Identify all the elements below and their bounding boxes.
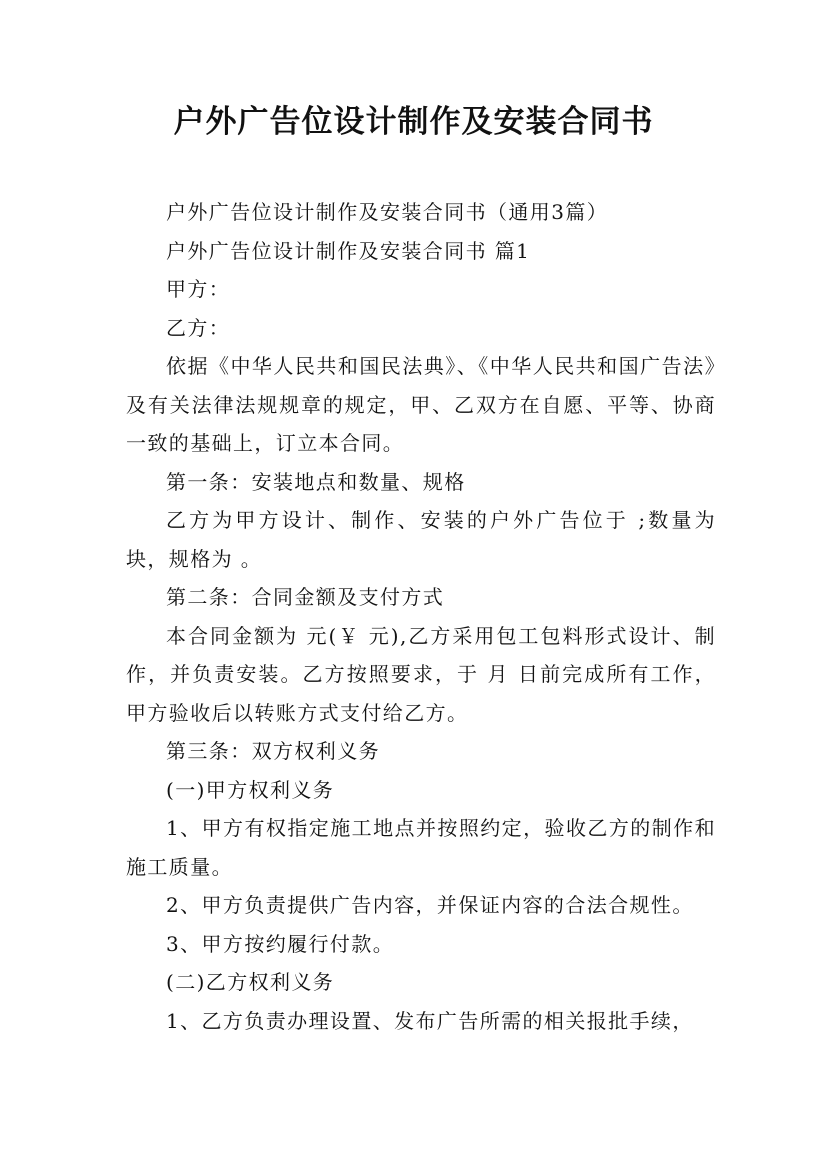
article-3-heading: 第三条：双方权利义务 (166, 739, 380, 763)
article-1-heading: 第一条：安装地点和数量、规格 (166, 469, 466, 494)
document-body (126, 193, 716, 1040)
party-a-right-2: 2、甲方负责提供广告内容，并保证内容的合法合规性。 (166, 893, 694, 917)
party-a-right-1: 1、甲方有权指定施工地点并按照约定，验收乙方的制作和施工质量。 (126, 816, 716, 879)
paragraph-part-title: 户外广告位设计制作及安装合同书 篇1 (166, 238, 531, 263)
document-title: 户外广告位设计制作及安装合同书 (173, 104, 654, 140)
paragraph-preamble: 依据《中华人民共和国民法典》、《中华人民共和国广告法》及有关法律法规规章的规定，甲、乙双方在自愿、平等、协商一致的基础上，订立本合同。 (126, 354, 716, 455)
party-a-right-3: 3、甲方按约履行付款。 (166, 931, 395, 956)
party-a-line: 甲方： (166, 277, 231, 301)
article-1-text: 乙方为甲方设计、制作、安装的户外广告位于 ;数量为 块，规格为 。 (126, 508, 716, 571)
party-b-line: 乙方： (166, 315, 231, 340)
article-2-heading: 第二条：合同金额及支付方式 (166, 585, 445, 609)
party-a-rights-heading: (一)甲方权利义务 (166, 777, 335, 802)
party-b-right-1: 1、乙方负责办理设置、发布广告所需的相关报批手续， (166, 1008, 694, 1033)
paragraph-heading: 户外广告位设计制作及安装合同书（通用3篇） (166, 200, 609, 224)
article-2-text: 本合同金额为 元(￥ 元),乙方采用包工包料形式设计、制作，并负责安装。乙方按照要求，于 月 日前完成所有工作，甲方验收后以转账方式支付给乙方。 (126, 623, 716, 725)
party-b-rights-heading: (二)乙方权利义务 (166, 970, 335, 994)
